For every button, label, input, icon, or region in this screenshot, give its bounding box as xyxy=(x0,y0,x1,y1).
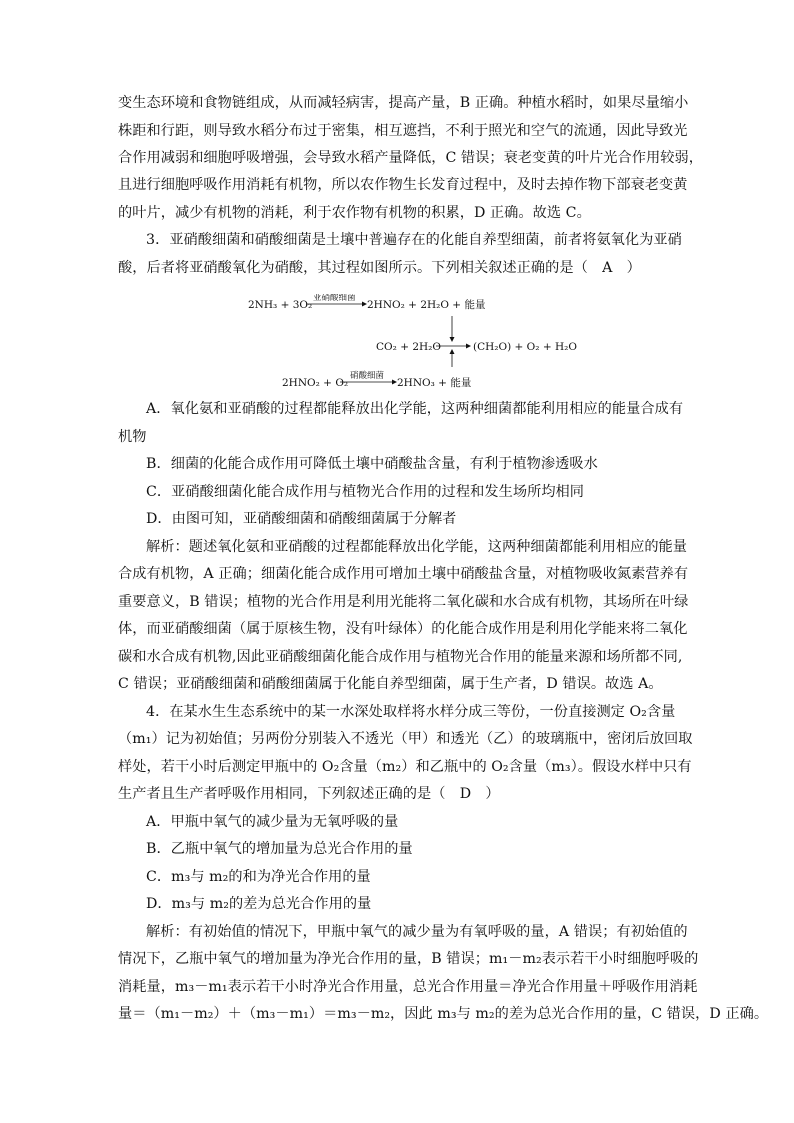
reaction-2-arrowhead xyxy=(466,344,471,349)
reaction-3-products: 2HNO₃ + 能量 xyxy=(397,377,472,389)
question-3-option-d: D．由图可知，亚硝酸细菌和硝酸细菌属于分解者 xyxy=(146,511,457,527)
question-4-option-d: D．m₃与 m₂的差为总光合作用的量 xyxy=(146,896,372,912)
question-3-explanation: C 错误；亚硝酸细菌和硝酸细菌属于化能自养型细菌，属于生产者，D 错误。故选 A。 xyxy=(118,676,663,692)
question-3-option-c: C．亚硝酸细菌化能合成作用与植物光合作用的过程和发生场所均相同 xyxy=(146,484,585,500)
energy-down-arrowhead xyxy=(450,337,455,342)
question-4-explanation: 情况下，乙瓶中氧气的增加量为净光合作用的量，B 错误；m₁－m₂表示若干小时细胞呼吸的 xyxy=(118,951,699,967)
reaction-2-reactants: CO₂ + 2H₂O xyxy=(376,341,441,353)
reaction-2-products: (CH₂O) + O₂ + H₂O xyxy=(473,341,577,353)
question-4-stem: 生产者且生产者呼吸作用相同，下列叙述正确的是（ D ） xyxy=(118,786,500,802)
text-line: 的叶片，减少有机物的消耗，利于农作物有机物的积累，D 正确。故选 C。 xyxy=(118,205,591,221)
question-3-explanation: 体，而亚硝酸细菌（属于原核生物，没有叶绿体）的化能合成作用是利用化学能来将二氧化 xyxy=(118,621,688,637)
question-4-option-c: C．m₃与 m₂的和为净光合作用的量 xyxy=(146,869,371,885)
text-line: 变生态环境和食物链组成，从而减轻病害，提高产量，B 正确。种植水稻时，如果尽量缩小 xyxy=(118,95,689,111)
question-3-stem: 3．亚硝酸细菌和硝酸细菌是土壤中普遍存在的化能自养型细菌，前者将氨氧化为亚硝 xyxy=(146,232,682,248)
reaction-3-label: 硝酸细菌 xyxy=(350,371,385,381)
text-line: 且进行细胞呼吸作用消耗有机物，所以农作物生长发育过程中，及时去掉作物下部衰老变黄 xyxy=(118,177,688,193)
text-line: 株距和行距，则导致水稻分布过于密集，相互遮挡，不利于照光和空气的流通，因此导致光 xyxy=(118,123,688,139)
question-4-explanation: 解析：有初始值的情况下，甲瓶中氧气的减少量为有氧呼吸的量，A 错误；有初始值的 xyxy=(146,924,688,940)
chemosynthesis-diagram xyxy=(240,294,600,392)
reaction-1-reactants: 2NH₃ + 3O₂ xyxy=(248,299,313,311)
question-4-stem: （m₁）记为初始值；另两份分别装入不透光（甲）和透光（乙）的玻璃瓶中，密闭后放回取 xyxy=(118,731,693,747)
question-3-explanation: 解析：题述氧化氨和亚硝酸的过程都能释放出化学能，这两种细菌都能利用相应的能量 xyxy=(146,539,688,555)
question-3-explanation: 重要意义，B 错误；植物的光合作用是利用光能将二氧化碳和水合成有机物，其场所在叶绿 xyxy=(118,594,689,610)
question-4-stem: 4．在某水生生态系统中的某一水深处取样将水样分成三等份，一份直接测定 O₂含量 xyxy=(146,704,676,720)
reaction-1-label: 亚硝酸细菌 xyxy=(313,294,356,303)
question-3-stem: 酸，后者将亚硝酸氧化为硝酸，其过程如图所示。下列相关叙述正确的是（ A ） xyxy=(118,260,641,276)
question-4-stem: 样处，若干小时后测定甲瓶中的 O₂含量（m₂）和乙瓶中的 O₂含量（m₃）。假设水样中只有 xyxy=(118,759,692,775)
question-3-option-a: 机物 xyxy=(118,429,147,445)
question-4-explanation: 消耗量，m₃－m₁表示若干小时净光合作用量，总光合作用量＝净光合作用量＋呼吸作用消耗 xyxy=(118,979,698,995)
text-line: 合作用减弱和细胞呼吸增强，会导致水稻产量降低，C 错误；衰老变黄的叶片光合作用较弱， xyxy=(118,150,703,166)
reaction-3-reactants: 2HNO₂ + O₂ xyxy=(282,377,349,389)
question-3-explanation: 合成有机物，A 正确；细菌化能合成作用可增加土壤中硝酸盐含量，对植物吸收氮素营养有 xyxy=(118,566,689,582)
question-4-option-b: B．乙瓶中氧气的增加量为总光合作用的量 xyxy=(146,841,413,857)
energy-up-arrowhead xyxy=(450,349,455,354)
question-4-explanation: 量＝（m₁－m₂）＋（m₃－m₁）＝m₃－m₂，因此 m₃与 m₂的差为总光合作用的量，C 错误，D 正确。 xyxy=(118,1006,769,1022)
reaction-1-products: 2HNO₂ + 2H₂O + 能量 xyxy=(367,299,486,311)
question-3-option-a: A．氧化氨和亚硝酸的过程都能释放出化学能，这两种细菌都能利用相应的能量合成有 xyxy=(146,401,684,417)
question-4-option-a: A．甲瓶中氧气的减少量为无氧呼吸的量 xyxy=(146,814,399,830)
question-3-option-b: B．细菌的化能合成作用可降低土壤中硝酸盐含量，有利于植物渗透吸水 xyxy=(146,456,598,472)
question-3-explanation: 碳和水合成有机物,因此亚硝酸细菌化能合成作用与植物光合作用的能量来源和场所都不同, xyxy=(118,649,683,665)
